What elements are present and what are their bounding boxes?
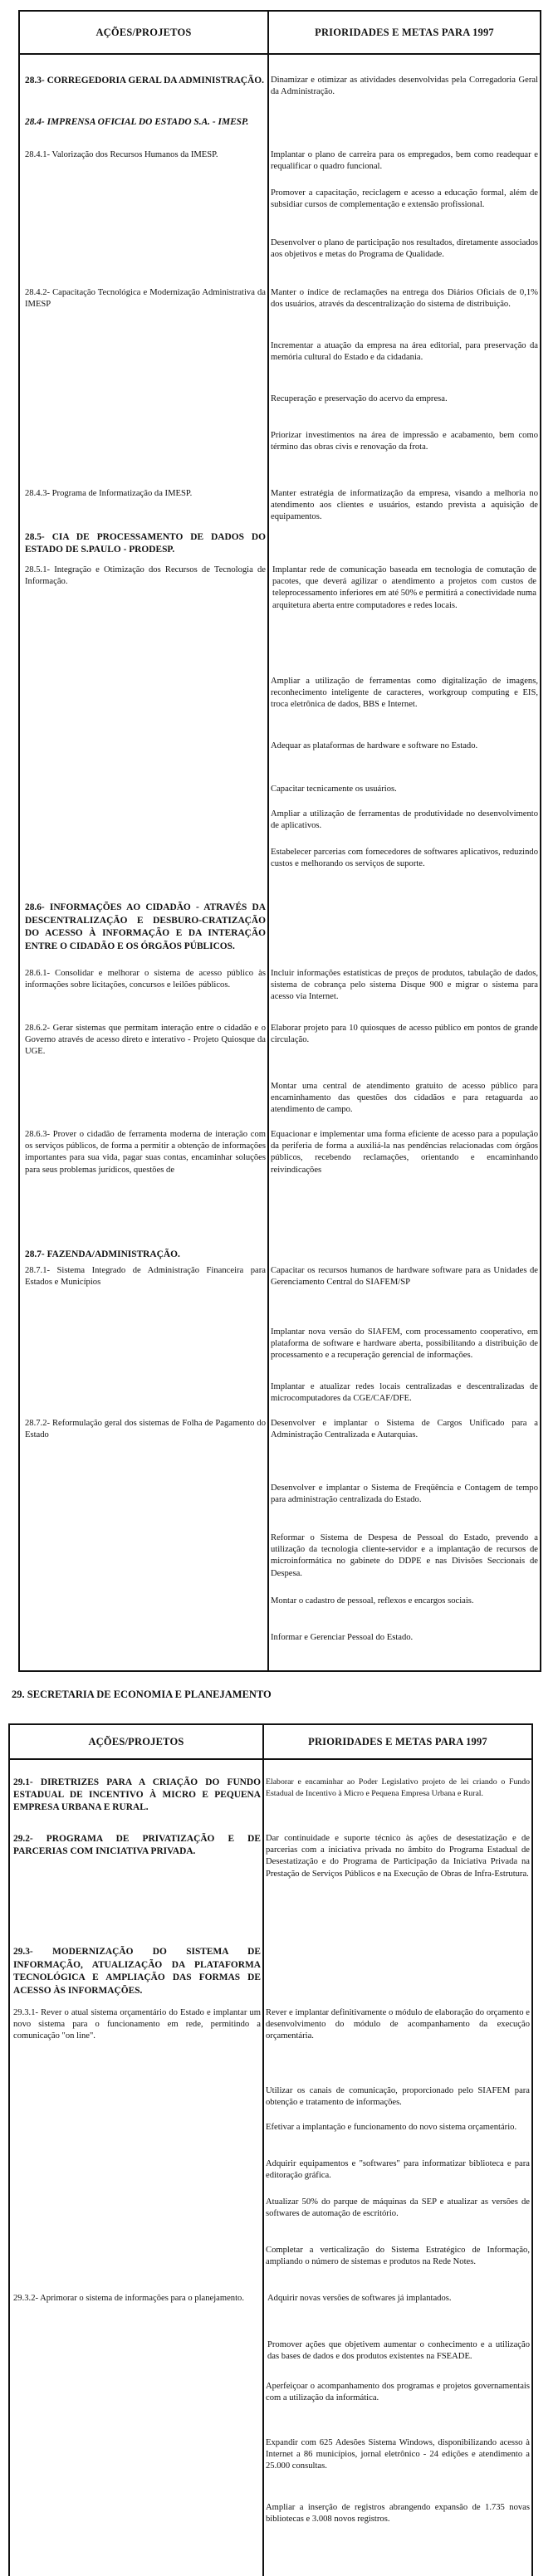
action-28-6-3: 28.6.3- Prover o cidadão de ferramenta moderna de interação com os serviços públicos, de forma a permitir a obtenção de informações importantes para sua vida, pagar suas contas, encaminhar soluções para seus problemas jurídicos, questões de <box>25 1130 266 1175</box>
action-28-7: 28.7- FAZENDA/ADMINISTRAÇÃO. <box>25 1249 180 1259</box>
goal: Montar o cadastro de pessoal, reflexos e encargos sociais. <box>271 1596 474 1606</box>
action-29-3: 29.3- MODERNIZAÇÃO DO SISTEMA DE INFORMAÇÃO, ATUALIZAÇÃO DA PLATAFORMA TECNOLÓGICA E AMPLIAÇÃO DAS FORMAS DE ACESSO ÀS INFORMAÇÕES. <box>13 1947 261 1996</box>
goal: Elaborar projeto para 10 quiosques de acesso público em pontos de grande circulação. <box>271 1024 538 1045</box>
header-prioridades-metas: PRIORIDADES E METAS PARA 1997 <box>315 26 494 38</box>
goal: Manter estratégia de informatização da empresa, visando a melhoria no atendimento aos clientes e usuários, estando prevista a aquisição de equipamentos. <box>271 489 538 522</box>
goal: Expandir com 625 Adesões Sistema Windows, disponibilizando acesso à Internet a 86 municípios, jornal eletrônico - 24 edições e atendimento a 25.000 consultas. <box>266 2438 530 2471</box>
goal: Implantar rede de comunicação baseada em tecnologia de comutação de pacotes, que deverá agilizar o atendimento a projetos com custos de teleprocessamento inferiores em até 50% e permitirá a conectividade numa arquitetura aberta entre computadores e redes locais. <box>272 565 536 610</box>
action-28-6-1: 28.6.1- Consolidar e melhorar o sistema de acesso público às informações sobre licitações, concursos e leilões públicos. <box>25 969 266 990</box>
goal: Efetivar a implantação e funcionamento do novo sistema orçamentário. <box>266 2123 517 2132</box>
goal: Implantar o plano de carreira para os empregados, bem como readequar e requalificar o quadro funcional. <box>271 150 538 172</box>
goal: Elaborar e encaminhar ao Poder Legislativo projeto de lei criando o Fundo Estadual de Incentivo à Micro e Pequena Empresa Urbana e Rural. <box>266 1777 530 1799</box>
action-29-3-2: 29.3.2- Aprimorar o sistema de informações para o planejamento. <box>13 2294 244 2303</box>
goal: Adequar as plataformas de hardware e software no Estado. <box>271 741 478 750</box>
goal: Adquirir equipamentos e "softwares" para informatizar biblioteca e para editoração gráfica. <box>266 2159 530 2181</box>
action-28-4-2: 28.4.2- Capacitação Tecnológica e Modernização Administrativa da IMESP <box>25 288 266 310</box>
header-prioridades-metas: PRIORIDADES E METAS PARA 1997 <box>308 1735 487 1747</box>
goal: Atualizar 50% do parque de máquinas da SEP e atualizar as versões de softwares de automação de escritório. <box>266 2197 530 2219</box>
action-28-7-2: 28.7.2- Reformulação geral dos sistemas de Folha de Pagamento do Estado <box>25 1419 266 1440</box>
action-28-6: 28.6- INFORMAÇÕES AO CIDADÃO - ATRAVÉS DA DESCENTRALIZAÇÃO E DESBURO-CRATIZAÇÃO DO ACESSO À INFORMAÇÃO E DA INTERAÇÃO ENTRE O CIDADÃO E OS ÓRGÃOS PÚBLICOS. <box>25 902 266 951</box>
goal: Estabelecer parcerias com fornecedores de softwares aplicativos, reduzindo custos e melhorando os serviços de suporte. <box>271 848 538 869</box>
goal: Utilizar os canais de comunicação, proporcionado pelo SIAFEM para obtenção e tratamento de informações. <box>266 2086 530 2108</box>
goal: Aperfeiçoar o acompanhamento dos programas e projetos governamentais com a utilização da informática. <box>266 2382 530 2403</box>
goal: Reformar o Sistema de Despesa de Pessoal do Estado, prevendo a utilização da tecnologia cliente-servidor e a implantação de recursos de microinformática no gabinete do DDPE e nas Divisões Seccionais de Despesa. <box>271 1533 538 1578</box>
goal: Capacitar tecnicamente os usuários. <box>271 785 397 794</box>
goal: Informar e Gerenciar Pessoal do Estado. <box>271 1633 414 1642</box>
goal: Ampliar a inserção de registros abrangendo expansão de 1.735 novas bibliotecas e 3.008 novos registros. <box>266 2503 530 2525</box>
action-29-1: 29.1- DIRETRIZES PARA A CRIAÇÃO DO FUNDO ESTADUAL DE INCENTIVO À MICRO E PEQUENA EMPRESA URBANA E RURAL. <box>13 1777 261 1812</box>
goal: Incrementar a atuação da empresa na área editorial, para preservação da memória cultural do Estado e da cidadania. <box>271 341 538 363</box>
table-header <box>10 1725 531 1760</box>
section-title-29: 29. SECRETARIA DE ECONOMIA E PLANEJAMENTO <box>12 1689 272 1700</box>
goal: Manter o índice de reclamações na entrega dos Diários Oficiais de 0,1% dos usuários, através da descentralização do sistema de distribuição. <box>271 288 538 310</box>
table-header <box>20 12 540 55</box>
goal: Rever e implantar definitivamente o módulo de elaboração do orçamento e desenvolvimento do módulo de acompanhamento da execução orçamentária. <box>266 2008 530 2041</box>
action-29-2: 29.2- PROGRAMA DE PRIVATIZAÇÃO E DE PARCERIAS COM INICIATIVA PRIVADA. <box>13 1834 261 1856</box>
goal: Recuperação e preservação do acervo da empresa. <box>271 394 448 403</box>
goal: Implantar nova versão do SIAFEM, com processamento cooperativo, em plataforma de software e hardware aberta, possibilitando a distribuição de processamento e a recuperação gerencial de informações. <box>271 1327 538 1361</box>
action-28-4: 28.4- IMPRENSA OFICIAL DO ESTADO S.A. - IMESP. <box>25 117 249 127</box>
goal: Implantar e atualizar redes locais centralizadas e descentralizadas de microcomputadores da CGE/CAF/DFE. <box>271 1382 538 1404</box>
header-acoes-projetos: AÇÕES/PROJETOS <box>95 26 192 38</box>
column-divider <box>262 1725 264 2576</box>
table-secretaria-28 <box>18 10 541 1672</box>
column-divider <box>267 12 269 1670</box>
goal: Montar uma central de atendimento gratuito de acesso público para encaminhamento das questões dos cidadãos e para retaguarda ao atendimento de campo. <box>271 1082 538 1115</box>
action-28-5: 28.5- CIA DE PROCESSAMENTO DE DADOS DO ESTADO DE S.PAULO - PRODESP. <box>25 532 266 555</box>
goal: Dar continuidade e suporte técnico às ações de desestatização e de parcerias com a iniciativa privada no âmbito do Programa Estadual de Desestatização e do Programa de Participação da Iniciativa Privada na Prestação de Serviços Públicos e na Execução de Obras de Infra-Estrutura. <box>266 1834 530 1879</box>
goal: Incluir informações estatísticas de preços de produtos, tabulação de dados, sistema de cobrança pelo sistema Disque 900 e migrar o sistema para acesso via Internet. <box>271 969 538 1002</box>
goal: Ampliar a utilização de ferramentas de produtividade no desenvolvimento de aplicativos. <box>271 809 538 831</box>
goal: Adquirir novas versões de softwares já implantados. <box>267 2294 452 2303</box>
action-28-6-2: 28.6.2- Gerar sistemas que permitam interação entre o cidadão e o Governo através de acesso direto e interativo - Projeto Quiosque da UGE. <box>25 1024 266 1057</box>
goal: Ampliar a utilização de ferramentas como digitalização de imagens, reconhecimento inteligente de caracteres, workgroup computing e EIS, troca eletrônica de dados, BBS e Internet. <box>271 677 538 710</box>
header-acoes-projetos: AÇÕES/PROJETOS <box>88 1735 184 1747</box>
goal: Completar a verticalização do Sistema Estratégico de Informação, ampliando o número de sistemas e produtos na Rede Notes. <box>266 2246 530 2267</box>
action-28-4-1: 28.4.1- Valorização dos Recursos Humanos da IMESP. <box>25 150 218 159</box>
action-28-3: 28.3- CORREGEDORIA GERAL DA ADMINISTRAÇÃO. <box>25 76 264 86</box>
goal: Desenvolver e implantar o Sistema de Cargos Unificado para a Administração Centralizada e Autarquias. <box>271 1419 538 1440</box>
goal: Desenvolver o plano de participação nos resultados, diretamente associados aos objetivos e metas do Programa de Qualidade. <box>271 238 538 260</box>
action-28-5-1: 28.5.1- Integração e Otimização dos Recursos de Tecnologia de Informação. <box>25 565 266 587</box>
goal: Promover a capacitação, reciclagem e acesso a educação formal, além de subsidiar cursos de complementação e extensão profissional. <box>271 188 538 210</box>
goal: Desenvolver e implantar o Sistema de Freqüência e Contagem de tempo para administração centralizada do Estado. <box>271 1484 538 1505</box>
action-28-7-1: 28.7.1- Sistema Integrado de Administração Financeira para Estados e Municípios <box>25 1266 266 1288</box>
table-secretaria-29 <box>8 1723 533 2576</box>
action-28-4-3: 28.4.3- Programa de Informatização da IMESP. <box>25 489 193 498</box>
goal: Equacionar e implementar uma forma eficiente de acesso para a população da periferia de forma a auxiliá-la nas pendências relacionadas com órgãos públicos, recebendo reclamações, orientando e encaminhando reivindicações <box>271 1130 538 1175</box>
goal: Promover ações que objetivem aumentar o conhecimento e a utilização das bases de dados e dos produtos existentes na FSEADE. <box>267 2340 530 2362</box>
goal: Capacitar os recursos humanos de hardware software para as Unidades de Gerenciamento Central do SIAFEM/SP <box>271 1266 538 1288</box>
goal: Priorizar investimentos na área de impressão e acabamento, bem como término das obras civis e renovação da frota. <box>271 431 538 452</box>
goal: Dinamizar e otimizar as atividades desenvolvidas pela Corregadoria Geral da Administração. <box>271 76 538 97</box>
action-29-3-1: 29.3.1- Rever o atual sistema orçamentário do Estado e implantar um novo sistema para o funcionamento em rede, permitindo a comunicação "on line". <box>13 2008 261 2041</box>
